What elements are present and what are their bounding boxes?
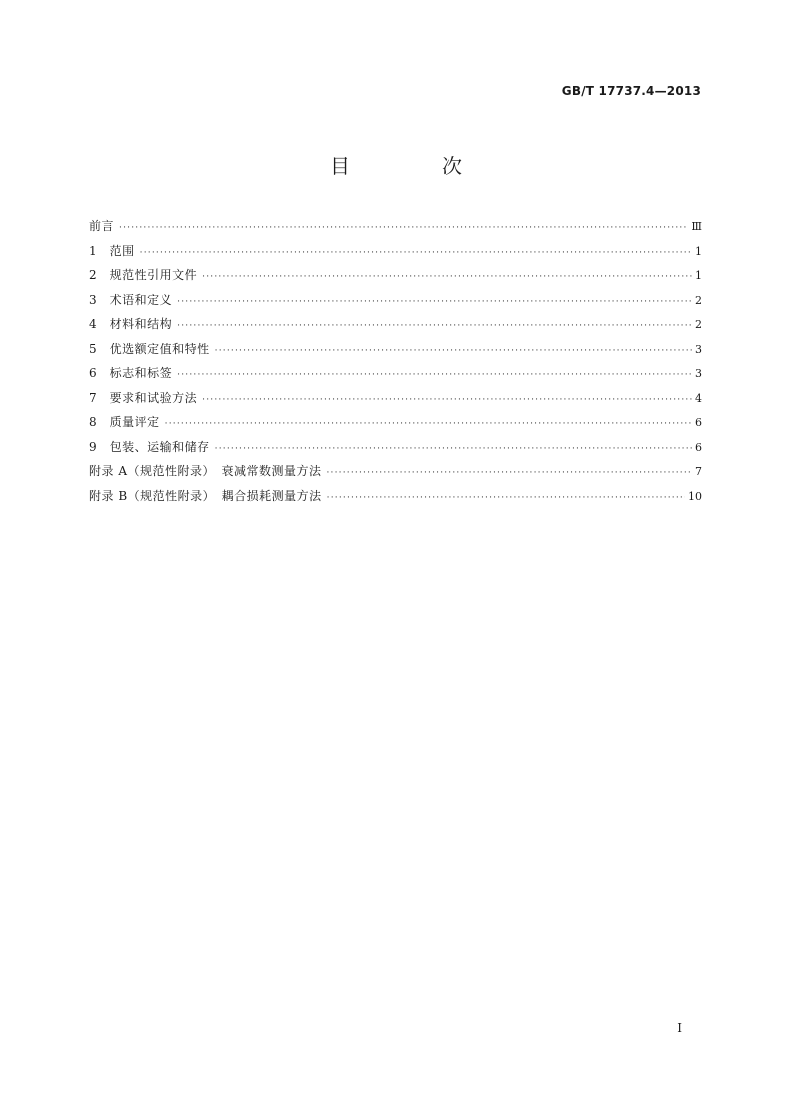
- toc-entry-normative-references[interactable]: [89, 263, 702, 288]
- toc-entry-page: Ⅲ: [691, 220, 702, 233]
- page-title: 目 次: [330, 154, 498, 178]
- dot-leader: [177, 363, 692, 388]
- dot-leader: [119, 216, 688, 241]
- toc-entry-label: 3 术语和定义: [89, 292, 173, 307]
- page-number: I: [677, 1021, 682, 1035]
- toc-entry-page: 7: [695, 465, 702, 478]
- toc-entry-preferred-ratings[interactable]: [89, 337, 702, 362]
- toc-entry-scope[interactable]: [89, 239, 702, 264]
- toc-entry-page: 3: [695, 342, 702, 356]
- toc-entry-page: 10: [688, 489, 702, 503]
- dot-leader: [327, 486, 685, 511]
- toc-entry-marking-labelling[interactable]: [89, 361, 702, 386]
- dot-leader: [177, 290, 692, 315]
- toc-entry-packaging-transport-storage[interactable]: [89, 435, 702, 460]
- table-of-contents: [89, 214, 702, 508]
- toc-entry-annex-b[interactable]: [89, 484, 702, 509]
- toc-entry-materials-construction[interactable]: [89, 312, 702, 337]
- toc-entry-label: 8 质量评定: [89, 415, 160, 429]
- toc-entry-page: 3: [695, 367, 702, 380]
- toc-entry-label: 9 包装、运输和储存: [89, 439, 210, 454]
- toc-entry-page: 2: [695, 293, 702, 307]
- toc-entry-annex-a[interactable]: [89, 459, 702, 484]
- dot-leader: [202, 388, 692, 413]
- dot-leader: [140, 241, 692, 266]
- toc-entry-label: 2 规范性引用文件: [89, 268, 198, 282]
- toc-entry-page: 6: [695, 440, 702, 454]
- dot-leader: [165, 412, 692, 437]
- toc-entry-foreword[interactable]: [89, 214, 702, 239]
- dot-leader: [326, 461, 692, 486]
- toc-entry-page: 1: [695, 244, 702, 258]
- toc-entry-label: 4 材料和结构: [89, 317, 173, 331]
- dot-leader: [177, 314, 692, 339]
- toc-entry-label: 7 要求和试验方法: [89, 390, 198, 405]
- dot-leader: [215, 437, 692, 462]
- toc-entry-quality-assessment[interactable]: [89, 410, 702, 435]
- toc-entry-page: 4: [695, 391, 702, 405]
- toc-entry-page: 6: [695, 416, 702, 429]
- toc-entry-label: 前言: [89, 219, 115, 233]
- toc-entry-label: 1 范围: [89, 243, 135, 258]
- toc-entry-label: 6 标志和标签: [89, 366, 173, 380]
- dot-leader: [215, 339, 692, 364]
- toc-entry-requirements-test-methods[interactable]: [89, 386, 702, 411]
- dot-leader: [202, 265, 692, 290]
- toc-entry-label: 附录 A（规范性附录） 衰减常数测量方法: [89, 464, 322, 478]
- toc-entry-label: 附录 B（规范性附录） 耦合损耗测量方法: [89, 488, 322, 503]
- standard-code: GB/T 17737.4—2013: [561, 84, 701, 98]
- toc-entry-page: 1: [695, 269, 702, 282]
- toc-entry-label: 5 优选额定值和特性: [89, 341, 210, 356]
- toc-entry-page: 2: [695, 318, 702, 331]
- toc-entry-terms-definitions[interactable]: [89, 288, 702, 313]
